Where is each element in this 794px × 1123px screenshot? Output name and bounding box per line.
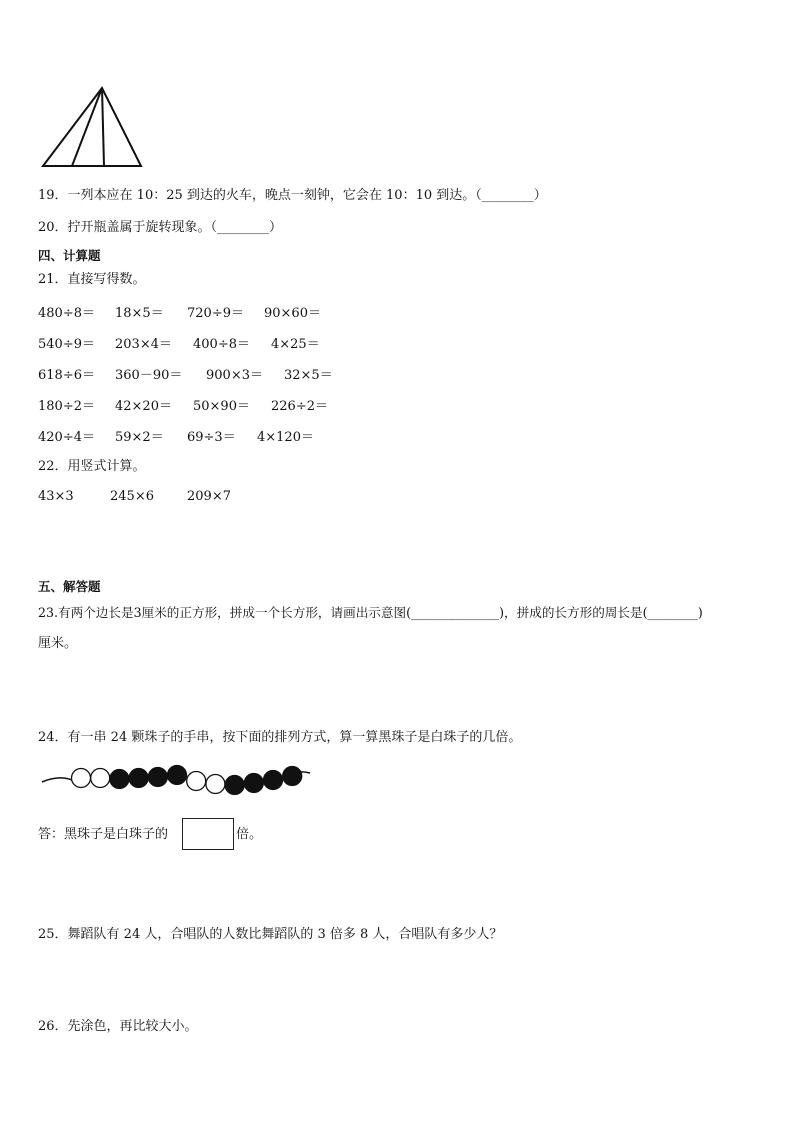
triangle-division-line [72,88,102,166]
question-26: 26．先涂色，再比较大小。 [38,1019,198,1034]
calc-item: 226÷2＝ [271,399,328,414]
vertical-calc-item: 209×7 [187,489,231,504]
calc-item: 180÷2＝ [38,399,95,414]
section-heading-word-problems: 五、解答题 [38,579,101,594]
calc-item: 420÷4＝ [38,430,95,445]
calc-item: 203×4＝ [115,337,172,352]
question-21: 21．直接写得数。 [38,272,146,287]
calc-item: 360－90＝ [115,368,183,383]
triangle-outline [43,88,141,166]
calc-item: 90×60＝ [264,306,321,321]
black-bead [264,771,283,790]
calc-item: 400÷8＝ [193,337,250,352]
calc-item: 18×5＝ [115,306,164,321]
section-heading-calculation: 四、计算题 [38,248,101,263]
black-bead [110,770,129,789]
bead-bracelet [38,758,318,802]
black-bead [168,766,187,785]
calc-item: 540÷9＝ [38,337,95,352]
calc-item: 50×90＝ [193,399,250,414]
white-bead [91,769,110,788]
question-19: 19．一列本应在 10：25 到达的火车，晚点一刻钟，它会在 10：10 到达。（________） [38,188,547,203]
calc-item: 900×3＝ [206,368,263,383]
question-24: 24．有一串 24 颗珠子的手串，按下面的排列方式，算一算黑珠子是白珠子的几倍。 [38,730,522,745]
triangle-figure [38,84,148,170]
black-bead [244,774,263,793]
black-bead [283,767,302,786]
calc-item: 42×20＝ [115,399,172,414]
calc-item: 32×5＝ [284,368,333,383]
calc-item: 480÷8＝ [38,306,95,321]
white-bead [72,769,91,788]
white-bead [187,772,206,791]
question-23: 23.有两个边长是3厘米的正方形，拼成一个长方形，请画出示意图(______________)，拼成的长方形的周长是(________) [38,605,703,620]
calc-item: 618÷6＝ [38,368,95,383]
white-bead [206,775,225,794]
calc-item: 4×25＝ [271,337,320,352]
question-20: 20．拧开瓶盖属于旋转现象。（________） [38,220,283,235]
answer-24-box[interactable] [182,818,234,850]
calc-item: 69÷3＝ [187,430,236,445]
question-25: 25．舞蹈队有 24 人，合唱队的人数比舞蹈队的 3 倍多 8 人，合唱队有多少人？ [38,927,503,942]
answer-24-suffix: 倍。 [236,827,263,842]
question-23-continuation: 厘米。 [38,636,78,651]
vertical-calc-item: 43×3 [38,489,74,504]
black-bead [148,768,167,787]
triangle-division-line [102,88,104,166]
question-22: 22．用竖式计算。 [38,459,146,474]
black-bead [129,769,148,788]
calc-item: 4×120＝ [257,430,314,445]
vertical-calc-item: 245×6 [110,489,154,504]
black-bead [225,776,244,795]
calc-item: 720÷9＝ [187,306,244,321]
answer-24-prefix: 答：黑珠子是白珠子的 [38,827,169,842]
bead-string-left [42,778,72,782]
calc-item: 59×2＝ [115,430,164,445]
